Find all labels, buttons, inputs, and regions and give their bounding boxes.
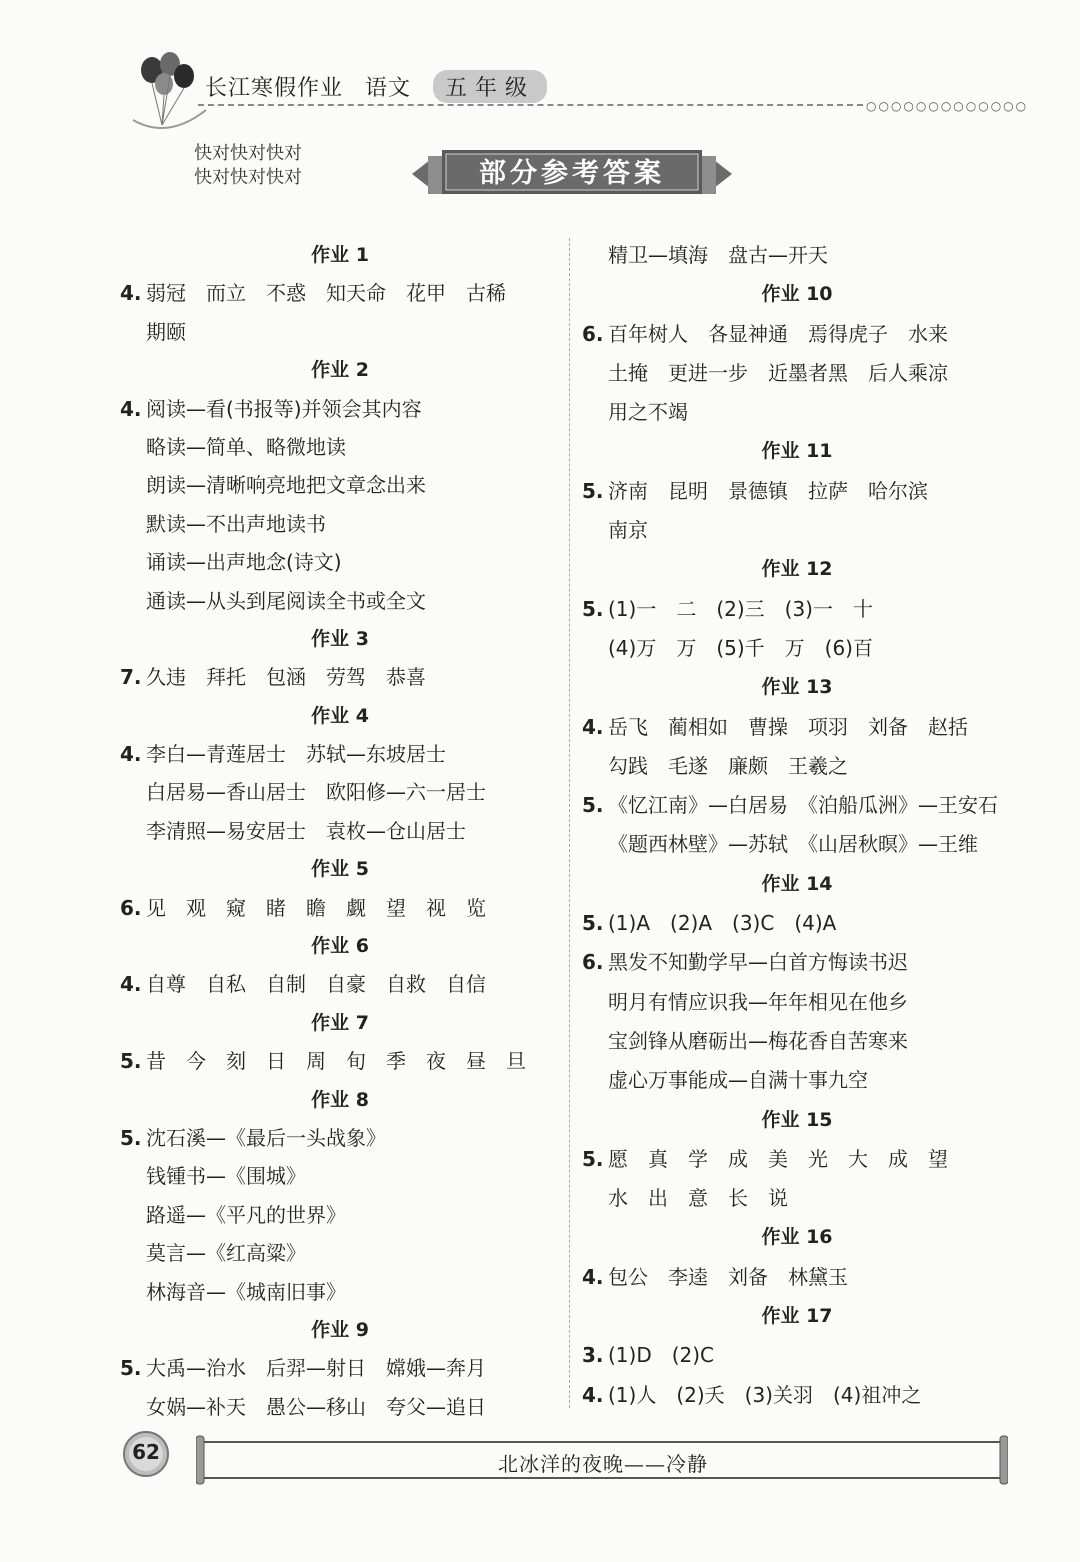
subject-name: 语文 (365, 76, 412, 101)
banner-title: 部分参考答案 (479, 158, 665, 189)
section-heading: 作业 9 (311, 1318, 369, 1341)
answer-text: 弱冠 而立 不惑 知天命 花甲 古稀 (146, 281, 506, 306)
answer-continuation: 林海音—《城南旧事》 (146, 1279, 346, 1304)
answer-item (582, 708, 1022, 747)
answer-continuation: 精卫—填海 盘古—开天 (608, 243, 828, 267)
answer-continuation: 水 出 意 长 说 (608, 1186, 788, 1211)
question-number: 5. (582, 793, 604, 818)
answer-text: (1)D (2)C (608, 1343, 715, 1368)
section-heading: 作业 8 (311, 1088, 369, 1111)
section-heading: 作业 17 (761, 1305, 833, 1328)
section-heading: 作业 15 (761, 1108, 833, 1131)
question-number: 6. (120, 895, 142, 920)
question-number: 4. (120, 281, 142, 306)
answer-item (120, 658, 560, 696)
grade-badge: 五年级 (433, 70, 547, 103)
answer-continuation: 土掩 更进一步 近墨者黑 后人乘凉 (608, 360, 948, 385)
question-number: 4. (582, 714, 604, 739)
answer-item (582, 1376, 1022, 1415)
question-number: 6. (582, 950, 604, 975)
answer-item (120, 390, 560, 428)
answer-item (582, 1258, 1022, 1297)
answer-text: 愿 真 学 成 美 光 大 成 望 (608, 1146, 948, 1171)
answer-item (582, 943, 1022, 982)
answer-item (582, 315, 1022, 354)
answer-continuation: 钱锺书—《围城》 (146, 1164, 306, 1189)
answer-item (582, 590, 1022, 629)
answer-text: 李白—青莲居士 苏轼—东坡居士 (146, 742, 446, 767)
answer-continuation: 南京 (608, 518, 648, 543)
question-number: 5. (582, 596, 604, 621)
series-name: 长江寒假作业 (205, 76, 344, 101)
question-number: 4. (582, 1382, 604, 1407)
answer-item (120, 965, 560, 1003)
answer-continuation: 通读—从头到尾阅读全书或全文 (146, 588, 426, 613)
answer-continuation: 明月有情应识我—年年相见在他乡 (608, 989, 908, 1014)
section-heading: 作业 14 (761, 872, 833, 895)
answer-item (120, 889, 560, 927)
section-heading: 作业 7 (311, 1011, 369, 1034)
answer-text: 百年树人 各显神通 焉得虎子 水来 (608, 321, 948, 346)
section-heading: 作业 10 (761, 283, 833, 306)
answer-continuation: 虚心万事能成—自满十事九空 (608, 1068, 868, 1093)
section-heading: 作业 11 (761, 440, 833, 463)
answer-continuation: 莫言—《红高粱》 (146, 1241, 306, 1266)
answer-text: 自尊 自私 自制 自豪 自救 自信 (146, 972, 486, 997)
answer-text: 见 观 窥 睹 瞻 觑 望 视 览 (146, 895, 486, 920)
question-number: 7. (120, 665, 142, 690)
question-number: 4. (582, 1264, 604, 1289)
answer-continuation: 朗读—清晰响亮地把文章念出来 (146, 473, 426, 498)
answer-item (582, 786, 1022, 825)
answer-continuation: 默读—不出声地读书 (146, 511, 326, 536)
answer-continuation: 白居易—香山居士 欧阳修—六一居士 (146, 780, 486, 805)
answer-continuation: 用之不竭 (608, 400, 688, 425)
answer-item (120, 735, 560, 773)
page-number: 62 (132, 1440, 160, 1464)
answer-text: 黑发不知勤学早—白首方悔读书迟 (608, 950, 908, 975)
section-heading: 作业 4 (311, 704, 369, 727)
answer-continuation: (4)万 万 (5)千 万 (6)百 (608, 635, 873, 660)
answers-right-column (582, 236, 1022, 1415)
balloons-icon (128, 40, 208, 135)
section-heading: 作业 13 (761, 676, 833, 699)
answer-text: 昔 今 刻 日 周 旬 季 夜 昼 旦 (146, 1049, 526, 1074)
header-dashed-line (198, 104, 863, 106)
answer-text: 包公 李逵 刘备 林黛玉 (608, 1264, 848, 1289)
answer-continuation: 诵读—出声地念(诗文) (146, 550, 342, 575)
answer-continuation: 略读—简单、略微地读 (146, 434, 346, 459)
answer-item (120, 1119, 560, 1157)
section-heading: 作业 16 (761, 1226, 833, 1249)
answer-continuation: 女娲—补天 愚公—移山 夸父—追日 (146, 1394, 486, 1419)
slogan-line-2: 快对快对快对 (194, 167, 302, 188)
answer-item (582, 1336, 1022, 1375)
answer-item (120, 274, 560, 312)
slogan (194, 142, 302, 190)
question-number: 5. (582, 911, 604, 936)
answer-text: (1)一 二 (2)三 (3)一 十 (608, 596, 873, 621)
answer-item (582, 904, 1022, 943)
answer-item (582, 1140, 1022, 1179)
answer-continuation: 勾践 毛遂 廉颇 王羲之 (608, 753, 848, 778)
question-number: 5. (120, 1049, 142, 1074)
column-divider (569, 238, 570, 1408)
answer-text: 《忆江南》—白居易 《泊船瓜洲》—王安石 (608, 793, 998, 818)
answer-item (120, 1042, 560, 1080)
question-number: 6. (582, 321, 604, 346)
answer-text: 岳飞 蔺相如 曹操 项羽 刘备 赵括 (608, 714, 968, 739)
answer-text: 久违 拜托 包涵 劳驾 恭喜 (146, 665, 426, 690)
answer-item (582, 472, 1022, 511)
question-number: 5. (120, 1356, 142, 1381)
section-heading: 作业 1 (311, 244, 369, 266)
question-number: 3. (582, 1343, 604, 1368)
answer-continuation: 期颐 (146, 319, 186, 344)
question-number: 5. (120, 1125, 142, 1150)
header-dots-decoration: ○○○○○○○○○○○○○ (866, 99, 1029, 113)
question-number: 4. (120, 396, 142, 421)
answer-continuation: 路遥—《平凡的世界》 (146, 1202, 346, 1227)
answers-left-column (120, 236, 560, 1426)
section-heading: 作业 2 (311, 359, 369, 382)
question-number: 4. (120, 972, 142, 997)
section-heading: 作业 3 (311, 627, 369, 650)
answer-text: 济南 昆明 景德镇 拉萨 哈尔滨 (608, 478, 928, 503)
footer-caption: 北冰洋的夜晚——冷静 (498, 1452, 708, 1476)
answer-text: (1)A (2)A (3)C (4)A (608, 911, 837, 936)
answer-text: 阅读—看(书报等)并领会其内容 (146, 396, 422, 421)
section-heading: 作业 5 (311, 858, 369, 881)
answer-continuation: 《题西林壁》—苏轼 《山居秋暝》—王维 (608, 832, 978, 857)
question-number: 5. (582, 478, 604, 503)
header-title (205, 70, 547, 103)
answer-text: (1)人 (2)夭 (3)关羽 (4)祖冲之 (608, 1382, 922, 1407)
section-heading: 作业 12 (761, 558, 833, 581)
answer-text: 大禹—治水 后羿—射日 嫦娥—奔月 (146, 1356, 486, 1381)
answer-continuation: 宝剑锋从磨砺出—梅花香自苦寒来 (608, 1028, 908, 1053)
answer-continuation: 李清照—易安居士 袁枚—仓山居士 (146, 818, 466, 843)
answer-item (120, 1349, 560, 1387)
slogan-line-1: 快对快对快对 (194, 143, 302, 164)
section-heading: 作业 6 (311, 935, 369, 958)
question-number: 4. (120, 742, 142, 767)
answer-text: 沈石溪—《最后一头战象》 (146, 1125, 386, 1150)
question-number: 5. (582, 1146, 604, 1171)
